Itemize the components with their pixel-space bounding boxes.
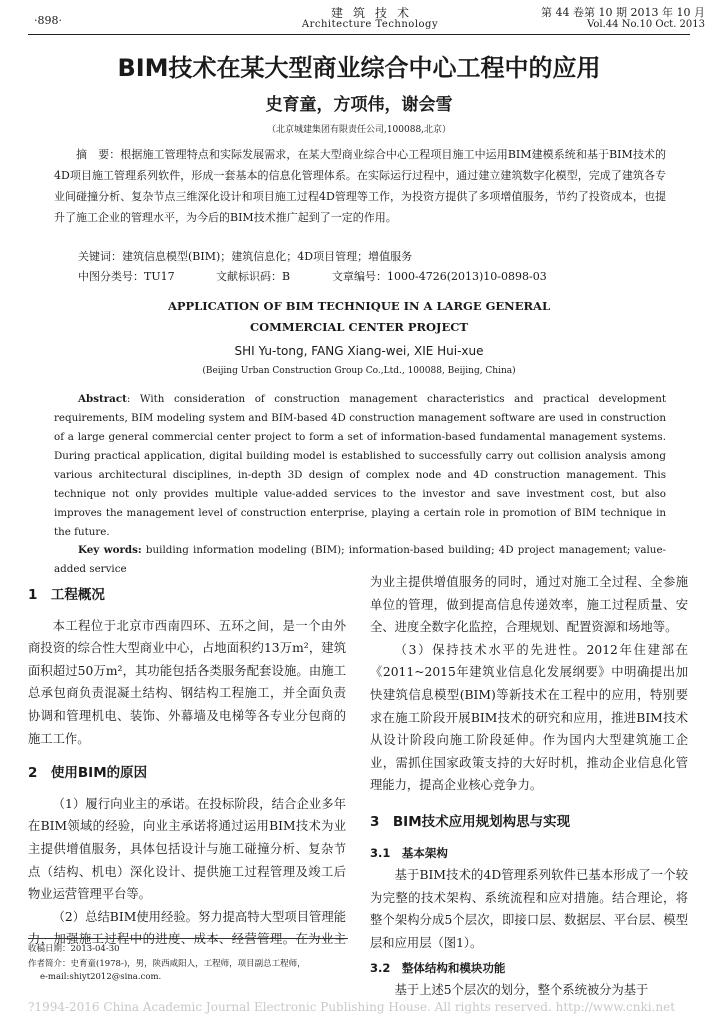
author-email: e-mail:shiyt2012@sina.com. (40, 972, 162, 982)
section-3-heading: 3 BIM技术应用规划构思与实现 (370, 813, 571, 830)
section-2-paragraph-3: （3）保持技术水平的先进性。2012年住建部在《2011~2015年建筑业信息化发展纲要》中明确提出加快建筑信息模型(BIM)等新技术在工程中的应用，特别要求在施工阶段开展BIM技术的研究和应用，推进BIM技术从设计阶段向施工阶段延伸。作为国内大型建筑施工企业，需抓住国家政策支持的大好时机，推动企业信息化管理能力，提高企业核心竞争力。 (370, 642, 688, 793)
keywords-en-text: building information modeling (BIM); information-based building; 4D project management; value-added service (54, 544, 667, 575)
keywords-cn (78, 248, 678, 264)
section-3-2-heading: 3.2 整体结构和模块功能 (370, 960, 506, 975)
abstract-en (54, 390, 666, 542)
journal-title-cn: 建筑技术 (330, 6, 419, 20)
english-affiliation: (Beijing Urban Construction Group Co.,Ltd., 100088, Beijing, China) (202, 366, 516, 376)
affiliation: （北京城建集团有限责任公司,100088,北京） (266, 125, 452, 135)
keywords-cn-text: 建筑信息模型(BIM)；建筑信息化；4D项目管理；增值服务 (122, 250, 413, 263)
classification-line (78, 268, 678, 284)
english-title: APPLICATION OF BIM TECHNIQUE IN A LARGE GENERAL COMMERCIAL CENTER PROJECT (167, 299, 551, 334)
right-column (370, 571, 688, 1002)
english-authors: SHI Yu-tong, FANG Xiang-wei, XIE Hui-xue (234, 344, 484, 358)
document-code: 文献标识码：B (216, 270, 291, 283)
received-date: 收稿日期：2013-04-30 (28, 944, 120, 954)
section-3-1-paragraph: 基于BIM技术的4D管理系列软件已基本形成了一个较为完整的技术架构、系统流程和应对措施。结合理论，将整个架构分成5个层次，即接口层、数据层、平台层、模型层和应用层（图1）。 (370, 868, 688, 950)
section-3-1-heading: 3.1 基本架构 (370, 845, 448, 860)
clc-number: 中图分类号：TU17 (78, 270, 175, 283)
issue-info-en: Vol.44 No.10 Oct. 2013 (587, 19, 705, 30)
section-1-heading: 1 工程概况 (28, 587, 105, 603)
article-number: 文章编号：1000-4726(2013)10-0898-03 (332, 270, 547, 283)
section-2-paragraph-2: （2）总结BIM使用经验。努力提高特大型项目管理能力，加强施工过程中的进度、成本、经营管理。在为业主 (28, 909, 346, 947)
abstract-cn (54, 144, 666, 228)
journal-title-en: Architecture Technology (301, 19, 439, 30)
author-intro: 作者简介：史育童(1978-)，男，陕西咸阳人，工程师，项目副总工程师， (28, 959, 306, 969)
keywords-cn-label: 关键词： (78, 250, 122, 263)
section-3-2-paragraph: 基于上述5个层次的划分，整个系统被分为基于 (394, 983, 649, 998)
section-2-heading: 2 使用BIM的原因 (28, 765, 148, 782)
footnote-rule (28, 938, 348, 939)
section-1-paragraph: 本工程位于北京市西南四环、五环之间，是一个由外商投资的综合性大型商业中心，占地面积约13万m²，建筑面积超过50万m²，其功能包括各类服务配套设施。由施工总承包商负责混凝土结构、钢结构工程施工，并全面负责协调和管理机电、装饰、外幕墙及电梯等各专业分包商的施工工作。 (28, 618, 346, 746)
abstract-cn-text: 根据施工管理特点和实际发展需求，在某大型商业综合中心工程项目施工中运用BIM建模系统和基于BIM技术的4D项目施工管理系列软件，形成一套基本的信息化管理体系。在实际运行过程中，通过建立建筑数字化模型，完成了建筑各专业间碰撞分析、复杂节点三维深化设计和项目施工过程4D管理等工作，为投资方提供了多项增值服务，节约了投资成本，也提升了施工企业的管理水平，为今后的BIM技术推广起到了一定的作用。 (54, 148, 666, 224)
header-rule (28, 34, 690, 35)
section-2-paragraph-1: （1）履行向业主的承诺。在投标阶段，结合企业多年在BIM领域的经验，向业主承诺将通过运用BIM技术为业主提供增值服务，具体包括设计与施工碰撞分析、复杂节点（结构、机电）深化设计、提供施工过程管理及竣工后物业运营管理平台等。 (28, 796, 346, 902)
left-column (28, 574, 346, 952)
paper-title: BIM技术在某大型商业综合中心工程中的应用 (117, 54, 601, 82)
abstract-en-label: Abstract (78, 393, 127, 405)
authors: 史育童，方项伟，谢会雪 (265, 95, 453, 115)
abstract-en-text: : With consideration of construction management characteristics and practical development requirements, BIM modeling system and BIM-based 4D construction management software are used in construction of a large general commercial center project to form a set of information-based fundamental management systems. During practical application, digital building model is established to successfully carry out collision analysis among various architectural disciplines, in-depth 3D design of complex node and 4D construction management. This technique not only provides multiple value-added services to the investor and save investment cost, but also improves the management level of construction enterprise, playing a certain role in promotion of BIM technique in the future. (54, 393, 666, 538)
page-number: ·898· (34, 14, 62, 27)
copyright-watermark: ?1994-2016 China Academic Journal Electronic Publishing House. All rights reserved. http://www.cnki.net (28, 1000, 676, 1014)
keywords-en-label: Key words: (78, 544, 142, 556)
abstract-cn-label: 摘 要： (76, 148, 121, 161)
issue-info-cn: 第 44 卷第 10 期 2013 年 10 月 (541, 6, 705, 19)
section-2-paragraph-2-continued: 为业主提供增值服务的同时，通过对施工全过程、全参施单位的管理，做到提高信息传递效率，施工过程质量、安全、进度全数字化监控，合理规划、配置资源和场地等。 (370, 575, 688, 635)
